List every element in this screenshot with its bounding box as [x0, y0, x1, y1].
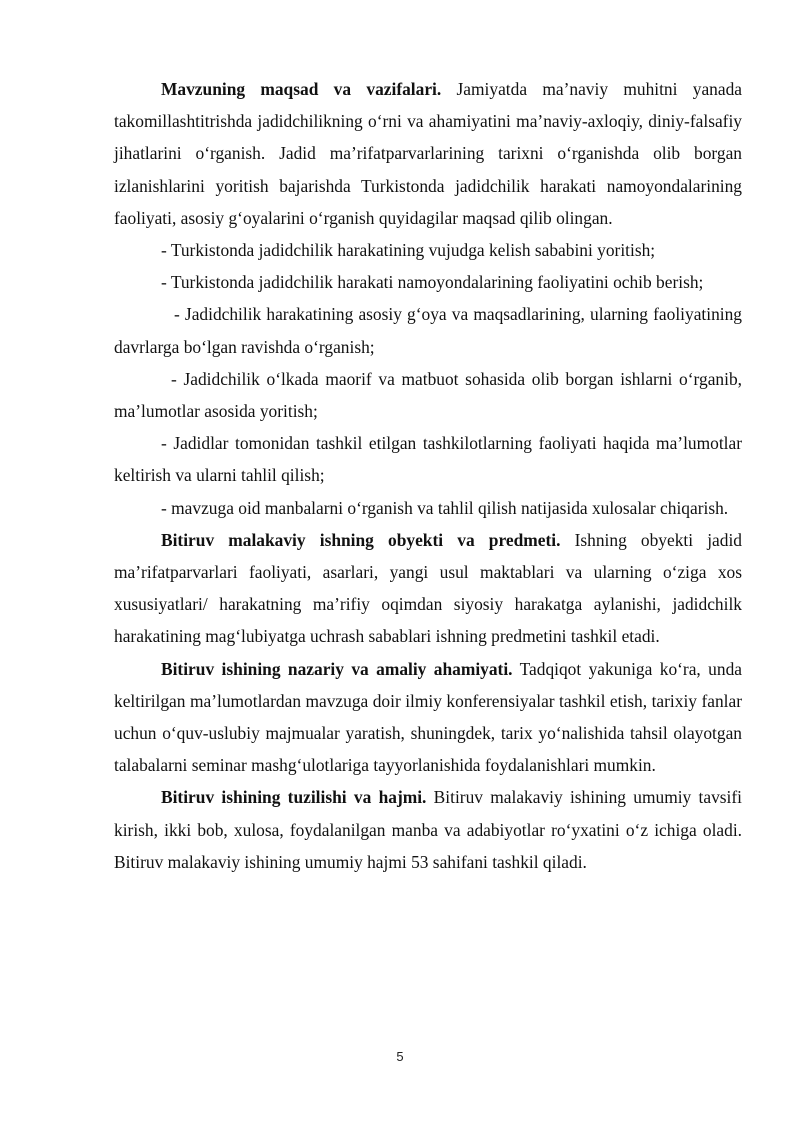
- goal-list-item: - Jadidchilik harakatining asosiy g‘oya va maqsadlarining, ularning faoliyatining davrlarga bo‘lgan ravishda o‘rganish;: [114, 304, 742, 357]
- structure-heading: Bitiruv ishining tuzilishi va hajmi.: [161, 787, 427, 808]
- object-paragraph: [114, 524, 742, 653]
- goal-list-item: - Jadidlar tomonidan tashkil etilgan tashkilotlarning faoliyati haqida ma’lumotlar keltirish va ularni tahlil qilish;: [114, 433, 742, 486]
- goals-text: Jamiyatda ma’naviy muhitni yanada takomillashtitrishda jadidchilikning o‘rni va ahamiyatini ma’naviy-axloqiy, diniy-falsafiy jihatlarini o‘rganish. Jadid ma’rifatparvarlarining tarixni o‘rganishda olib borgan izlanishlarini yoritish bajarishda Turkistonda jadidchilik harakati namoyondalarining faoliyati, asosiy g‘oyalarini o‘rganish quyidagilar maqsad qilib olingan.: [114, 79, 743, 228]
- significance-text: Tadqiqot yakuniga ko‘ra, unda keltirilgan ma’lumotlardan mavzuga doir ilmiy konferensiyalar tashkil etish, tarixiy fanlar uchun o‘quv-uslubiy majmualar yaratish, shuningdek, tarix yo‘nalishida tahsil olayotgan talabalarni seminar mashg‘ulotlariga tayyorlanishida foydalanishlari mumkin.: [114, 658, 742, 776]
- goals-paragraph: [114, 73, 742, 234]
- object-text: Ishning obyekti jadid ma’rifatparvarlari faoliyati, asarlari, yangi usul maktablari va ularning o‘ziga xos xususiyatlari/ harakatning ma’rifiy oqimdan siyosiy harakatga aylanishi, jadidchilk harakatining mag‘lubiyatga uchrash sabablari ishning predmetini tashkil etadi.: [114, 529, 742, 647]
- page-body: [114, 73, 742, 878]
- structure-text: Bitiruv malakaviy ishining umumiy tavsifi kirish, ikki bob, xulosa, foydalanilgan manba va adabiyotlar ro‘yxatini o‘z ichiga oladi. Bitiruv malakaviy ishining umumiy hajmi 53 sahifani tashkil qiladi.: [114, 787, 742, 872]
- goal-list-item: - Turkistonda jadidchilik harakati namoyondalarining faoliyatini ochib berish;: [161, 272, 704, 293]
- goal-list-item: - mavzuga oid manbalarni o‘rganish va tahlil qilish natijasida xulosalar chiqarish.: [161, 497, 729, 518]
- goal-list-item: - Jadidchilik o‘lkada maorif va matbuot sohasida olib borgan ishlarni o‘rganib, ma’lumotlar asosida yoritish;: [114, 368, 742, 422]
- significance-paragraph: [114, 653, 742, 782]
- object-heading: Bitiruv malakaviy ishning obyekti va predmeti.: [161, 529, 561, 550]
- page-number: 5: [396, 1049, 404, 1064]
- goal-list-item: - Turkistonda jadidchilik harakatining vujudga kelish sababini yoritish;: [161, 240, 656, 261]
- structure-paragraph: [114, 781, 742, 878]
- goals-heading: Mavzuning maqsad va vazifalari.: [161, 79, 442, 99]
- significance-heading: Bitiruv ishining nazariy va amaliy ahamiyati.: [161, 658, 513, 679]
